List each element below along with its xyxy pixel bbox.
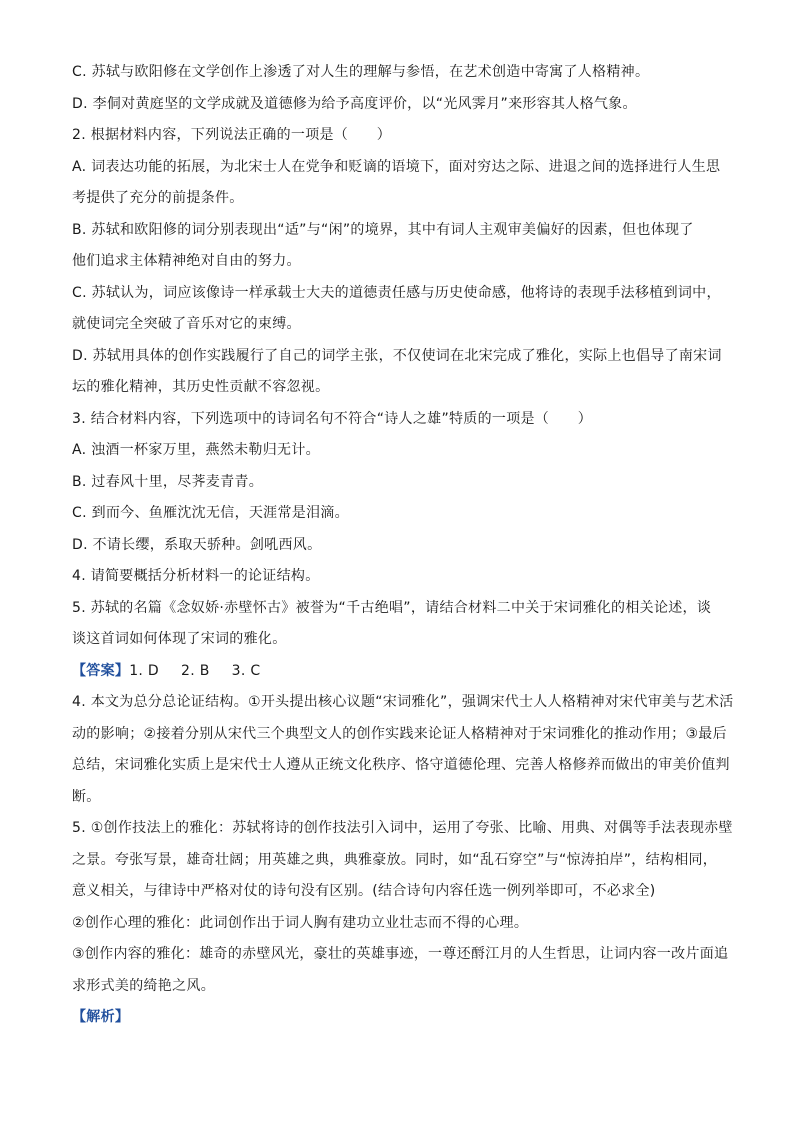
option-a-q2-line2: 考提供了充分的前提条件。: [72, 190, 244, 206]
answer-4-line1: 4. 本文为总分总论证结构。①开头提出核心议题“宋词雅化”，强调宋代士人人格精神对宋代审美与艺术活: [72, 694, 734, 710]
analysis-tag: 【解析】: [72, 1009, 130, 1025]
analysis-line: [72, 1007, 722, 1027]
question-4: 4. 请简要概括分析材料一的论证结构。: [72, 568, 320, 584]
answer-4-line3: 总结，宋词雅化实质上是宋代士人遵从正统文化秩序、恪守道德伦理、完善人格修养而做出的审美价值判: [72, 757, 730, 773]
answer-line: [72, 661, 722, 681]
answer-4-line4: 断。: [72, 788, 101, 805]
question-2: 2. 根据材料内容，下列说法正确的一项是（ ）: [72, 127, 392, 143]
option-c-q2-line2: 就使词完全突破了音乐对它的束缚。: [72, 316, 301, 332]
option-a-q3: A. 浊酒一杯家万里，燕然未勒归无计。: [72, 442, 320, 458]
option-d-q2-line2: 坛的雅化精神，其历史性贡献不容忽视。: [72, 379, 330, 395]
option-c-q2-line1: C. 苏轼认为，词应该像诗一样承载士大夫的道德责任感与历史使命感，他将诗的表现手法移植到词中，: [72, 284, 721, 301]
option-c-q3: C. 到而今、鱼雁沈沈无信，天涯常是泪滴。: [72, 505, 349, 521]
answer-3: 3. C: [231, 662, 261, 679]
option-b-q2-line1: B. 苏轼和欧阳修的词分别表现出“适”与“闲”的境界，其中有词人主观审美偏好的因素，但也体现了: [72, 221, 694, 238]
option-a-q2-line1: A. 词表达功能的拓展，为北宋士人在党争和贬谪的语境下，面对穷达之际、进退之间的选择进行人生思: [72, 158, 721, 175]
option-d-q2-line1: D. 苏轼用具体的创作实践履行了自己的词学主张，不仅使词在北宋完成了雅化，实际上也倡导了南宋词: [72, 347, 722, 364]
option-c-q1: C. 苏轼与欧阳修在文学创作上渗透了对人生的理解与参悟，在艺术创造中寄寓了人格精神。: [72, 64, 650, 80]
answer-1: 1. D: [129, 662, 159, 679]
answer-5-point2: ②创作心理的雅化：此词创作出于词人胸有建功立业壮志而不得的心理。: [72, 914, 529, 931]
answer-5-line3: 意义相关，与律诗中严格对仗的诗句没有区别。(结合诗句内容任选一例列举即可，不必求全): [72, 883, 656, 899]
option-d-q1: D. 李侗对黄庭坚的文学成就及道德修为给予高度评价，以“光风霁月”来形容其人格气象。: [72, 95, 637, 112]
option-b-q2-line2: 他们追求主体精神绝对自由的努力。: [72, 253, 301, 269]
answer-4-line2: 动的影响；②接着分别从宋代三个典型文人的创作实践来论证人格精神对于宋词雅化的推动作用；③最后: [72, 725, 727, 742]
question-3: 3. 结合材料内容，下列选项中的诗词名句不符合“诗人之雄”特质的一项是（ ）: [72, 410, 593, 427]
option-d-q3: D. 不请长缨，系取天骄种。剑吼西风。: [72, 536, 322, 553]
answer-tag: 【答案】: [72, 662, 130, 679]
question-5-line1: 5. 苏轼的名篇《念奴娇·赤壁怀古》被誉为“千古绝唱”，请结合材料二中关于宋词雅化的相关论述，谈: [72, 599, 712, 616]
answer-5-line1: 5. ①创作技法上的雅化：苏轼将诗的创作技法引入词中，运用了夸张、比喻、用典、对偶等手法表现赤壁: [72, 820, 733, 836]
answer-2: 2. B: [181, 662, 210, 679]
document-page: [72, 62, 734, 1039]
question-5-line2: 谈这首词如何体现了宋词的雅化。: [72, 631, 287, 647]
answer-5-line2: 之景。夸张写景，雄奇壮阔；用英雄之典，典雅豪放。同时，如“乱石穿空”与“惊涛拍岸”，结构相同，: [72, 851, 718, 868]
answer-5-point3-line1: ③创作内容的雅化：雄奇的赤壁风光，豪壮的英雄事迹，一尊还酹江月的人生哲思，让词内容一改片面追: [72, 946, 729, 962]
answer-5-point3-line2: 求形式美的绮艳之风。: [72, 977, 215, 994]
option-b-q3: B. 过春风十里，尽荠麦青青。: [72, 473, 264, 490]
